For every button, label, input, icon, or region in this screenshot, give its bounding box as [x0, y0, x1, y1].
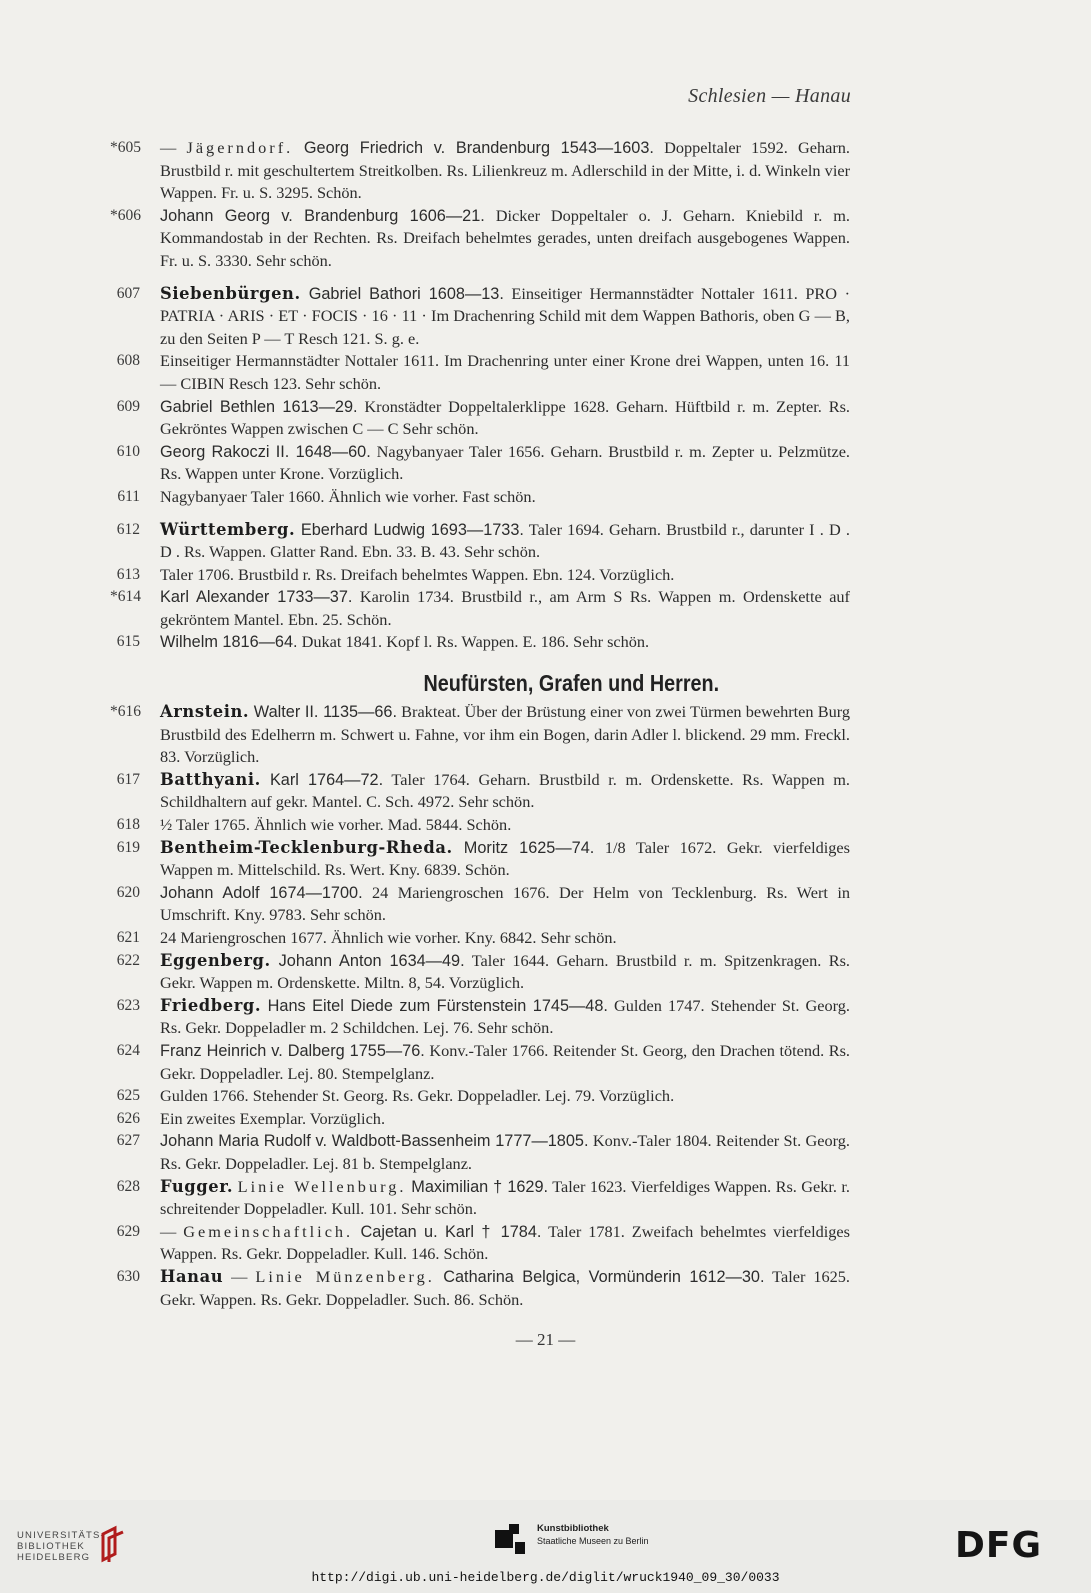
entry-text: 24 Mariengroschen 1676. Der Helm von Tecklenburg. Rs. Wert in Umschrift. Kny. 9783. Sehr schön. — [160, 882, 850, 925]
entry-text: Jägerndorf. — [186, 138, 294, 157]
catalog-entry — [0, 1221, 850, 1266]
ruler-name: Johann Anton 1634—49. — [270, 951, 465, 970]
catalog-entry — [0, 882, 850, 927]
catalog-entry — [0, 486, 850, 509]
entry-text: Einseitiger Hermannstädter Nottaler 1611. Im Drachenring unter einer Krone drei Wappen, unten 16. 11 — CIBIN Resch 123. Sehr schön. — [160, 351, 850, 393]
ruler-name: Hans Eitel Diede zum Fürstenstein 1745—48. — [261, 996, 608, 1015]
lot-number: 625 — [116, 1087, 140, 1105]
entry-text: Taler 1625. Gekr. Wappen. Rs. Gekr. Doppeladler. Such. 86. Schön. — [160, 1266, 850, 1309]
ub-line: BIBLIOTHEK — [17, 1541, 85, 1552]
lot-number: 615 — [116, 633, 140, 651]
place-name: Württemberg. — [160, 519, 296, 539]
entry-text: Karolin 1734. Brustbild r., am Arm S Rs. Wappen m. Ordenskette auf gekröntem Mantel. Ebn. 25. Schön. — [160, 587, 850, 629]
catalog-entry — [0, 950, 850, 995]
section-heading: Neufürsten, Grafen und Herren. — [423, 670, 720, 697]
entry-text: Dukat 1841. Kopf l. Rs. Wappen. E. 186. Sehr schön. — [297, 632, 650, 652]
entry-text: Kronstädter Doppeltalerklippe 1628. Geharn. Hüftbild r. m. Zepter. Rs. Gekröntes Wappen zwischen C — C Sehr schön. — [160, 396, 850, 439]
catalog-entry — [0, 1130, 850, 1175]
entry-group — [0, 283, 1091, 509]
place-name: Fugger. — [160, 1176, 234, 1196]
ruler-name: Georg Friedrich v. Brandenburg 1543—1603. — [293, 139, 654, 157]
catalog-entry — [0, 283, 850, 351]
catalog-entry — [0, 927, 850, 950]
entry-text: 1/8 Taler 1672. Gekr. vierfeldiges Wappen m. Mittelschild. Rs. Wert. Kny. 6839. Schön. — [160, 837, 850, 880]
entry-text: Doppeltaler 1592. Geharn. Brustbild r. mit geschultertem Streitkolben. Rs. Lilienkreuz m. Adlerschild in der Mitte, i. d. Winkeln vier Wappen. Fr. u. S. 3295. Schön. — [160, 138, 850, 203]
ruler-name: Catharina Belgica, Vormünderin 1612—30. — [434, 1267, 765, 1286]
ub-line: UNIVERSITÄTS- — [17, 1530, 105, 1541]
entry-text: Gulden 1766. Stehender St. Georg. Rs. Gekr. Doppeladler. Lej. 79. Vorzüglich. — [160, 1086, 675, 1106]
entry-text: Konv.-Taler 1804. Reitender St. Georg. Rs. Gekr. Doppeladler. Lej. 81 b. Stempelglanz. — [160, 1131, 850, 1173]
lot-number: 621 — [116, 929, 140, 946]
catalog-entry — [0, 441, 850, 486]
ruler-name: Gabriel Bethlen 1613—29. — [160, 397, 358, 416]
catalog-entry — [0, 814, 850, 837]
lot-number: 608 — [116, 352, 140, 370]
catalog-entry — [0, 350, 850, 395]
lot-number: 609 — [116, 397, 140, 415]
dfg-logo: DFG — [955, 1525, 1043, 1566]
lot-number: 630 — [116, 1267, 140, 1285]
catalog-entry — [0, 1266, 850, 1311]
catalog-entry — [0, 995, 850, 1040]
kb-title: Kunstbibliothek — [537, 1523, 609, 1534]
ruler-name: Wilhelm 1816—64. — [160, 633, 298, 652]
kunstbibliothek-logo-icon — [495, 1522, 529, 1556]
lot-number: *606 — [110, 206, 141, 224]
page-body — [0, 137, 1091, 1311]
lot-number: 619 — [116, 838, 140, 856]
entry-text: — — [160, 1221, 184, 1241]
catalog-entry — [0, 586, 850, 631]
ruler-name: Cajetan u. Karl † 1784. — [353, 1222, 542, 1241]
lot-number: 629 — [116, 1222, 140, 1240]
entry-text: Brakteat. Über der Brüstung einer von zwei Türmen bewehrten Burg Brustbild des Edelherrn m. Schwert u. Fahne, vor ihm ein Bogen, darin Adler l. blickend. 29 mm. Freckl. 83. Vorzüglich. — [160, 702, 850, 767]
entry-text: Ein zweites Exemplar. Vorzüglich. — [160, 1108, 386, 1128]
lot-number: 607 — [116, 284, 140, 302]
ruler-name: Walter II. 1135—66. — [249, 703, 397, 722]
lot-number: 613 — [116, 565, 140, 583]
ub-line: HEIDELBERG — [17, 1552, 91, 1563]
entry-text: Taler 1764. Geharn. Brustbild r. m. Ordenskette. Rs. Wappen m. Schildhaltern auf gekr. Mantel. C. Sch. 4972. Sehr schön. — [160, 769, 851, 812]
lot-number: 624 — [116, 1041, 140, 1059]
entry-text: Linie Wellenburg. — [237, 1176, 407, 1196]
entry-group — [0, 701, 1091, 1311]
catalog-entry — [0, 519, 850, 564]
entry-text: Taler 1781. Zweifach behelmtes vierfeldiges Wappen. Rs. Gekr. Doppeladler. Kull. 146. Schön. — [160, 1221, 850, 1264]
entry-text: — — [223, 1266, 256, 1286]
lot-number: *605 — [110, 139, 141, 156]
lot-number: *616 — [110, 703, 141, 721]
kunstbibliothek-label — [537, 1522, 649, 1548]
lot-number: 618 — [116, 816, 140, 834]
catalog-entry — [0, 701, 850, 769]
ub-heidelberg-label — [17, 1530, 105, 1563]
ruler-name: Johann Georg v. Brandenburg 1606—21. — [160, 206, 485, 225]
lot-number: 620 — [116, 883, 140, 901]
catalog-entry — [0, 631, 850, 654]
entry-text: Nagybanyaer Taler 1656. Geharn. Brustbild r. m. Zepter u. Pelzmütze. Rs. Wappen unter Krone. Vorzüglich. — [160, 441, 850, 484]
lot-number: 611 — [117, 487, 140, 505]
catalog-entry — [0, 1040, 850, 1085]
lot-number: 612 — [116, 520, 140, 538]
footer-bar — [0, 1500, 1091, 1593]
entry-text: Gulden 1747. Stehender St. Georg. Rs. Gekr. Doppeladler m. 2 Schildchen. Lej. 76. Sehr schön. — [160, 995, 850, 1038]
lot-number: 610 — [116, 442, 140, 460]
kb-subtitle: Staatliche Museen zu Berlin — [537, 1536, 649, 1546]
page-number: — 21 — — [515, 1330, 576, 1349]
ruler-name: Karl 1764—72. — [260, 770, 384, 789]
catalog-entry — [0, 1085, 850, 1108]
entry-text: Linie Münzenberg. — [255, 1266, 435, 1286]
entry-text: Konv.-Taler 1766. Reitender St. Georg, den Drachen tötend. Rs. Gekr. Doppeladler. Lej. 80. Stempelglanz. — [160, 1040, 850, 1083]
place-name: Siebenbürgen. — [160, 283, 301, 303]
entry-text: Nagybanyaer Taler 1660. Ähnlich wie vorher. Fast schön. — [160, 486, 536, 506]
entry-group — [0, 519, 1091, 655]
lot-number: 626 — [116, 1109, 140, 1127]
place-name: Friedberg. — [160, 995, 262, 1015]
lot-number: 628 — [116, 1177, 140, 1195]
ub-logo-icon — [97, 1524, 129, 1564]
catalog-entry — [0, 564, 850, 587]
lot-number: 617 — [116, 770, 140, 788]
entry-text: Taler 1706. Brustbild r. Rs. Dreifach behelmtes Wappen. Ebn. 124. Vorzüglich. — [160, 564, 675, 584]
running-head: Schlesien — Hanau — [688, 85, 851, 107]
catalog-entry — [0, 396, 850, 441]
entry-text: Taler 1644. Geharn. Brustbild r. m. Spitzenkragen. Rs. Gekr. Wappen m. Ordenskette. Miltn. 8, 54. Vorzüglich. — [160, 950, 850, 993]
lot-number: 627 — [116, 1132, 140, 1150]
ruler-name: Johann Maria Rudolf v. Waldbott-Bassenheim 1777—1805. — [160, 1132, 589, 1151]
ruler-name: Johann Adolf 1674—1700. — [160, 883, 363, 902]
permalink-url[interactable]: http://digi.ub.uni-heidelberg.de/diglit/wruck1940_09_30/0033 — [311, 1570, 780, 1585]
ruler-name: Franz Heinrich v. Dalberg 1755—76. — [160, 1041, 425, 1060]
entry-text: Taler 1623. Vierfeldiges Wappen. Rs. Gekr. r. schreitender Doppeladler. Kull. 101. Sehr schön. — [160, 1176, 850, 1219]
catalog-entry — [0, 205, 850, 273]
place-name: Arnstein. — [160, 702, 250, 722]
entry-text: ½ Taler 1765. Ähnlich wie vorher. Mad. 5844. Schön. — [160, 815, 512, 835]
catalog-entry — [0, 1176, 850, 1221]
place-name: Batthyani. — [160, 769, 261, 789]
entry-text: Dicker Doppeltaler o. J. Geharn. Kniebild r. m. Kommandostab in der Rechten. Rs. Dreifach behelmtes gerades, unten dreifach ausgebogenes Wappen. Fr. u. S. 3330. Sehr schön. — [160, 205, 850, 270]
catalog-entry — [0, 769, 850, 814]
catalog-entry — [0, 837, 850, 882]
ruler-name: Karl Alexander 1733—37. — [160, 588, 353, 607]
ruler-name: Moritz 1625—74. — [452, 838, 595, 857]
lot-number: 623 — [116, 996, 140, 1014]
ruler-name: Georg Rakoczi II. 1648—60. — [160, 442, 371, 461]
entry-text: — — [160, 138, 187, 157]
entry-text: 24 Mariengroschen 1677. Ähnlich wie vorher. Kny. 6842. Sehr schön. — [160, 928, 617, 947]
entry-text: Taler 1694. Geharn. Brustbild r., darunter I . D . D . Rs. Wappen. Glatter Rand. Ebn. 33. B. 43. Sehr schön. — [160, 519, 850, 562]
ruler-name: Gabriel Bathori 1608—13. — [300, 284, 504, 303]
place-name: Bentheim-Tecklenburg-Rheda. — [160, 837, 453, 857]
lot-number: *614 — [110, 588, 141, 606]
ruler-name: Maximilian † 1629. — [406, 1177, 549, 1196]
catalog-entry — [0, 137, 850, 205]
ruler-name: Eberhard Ludwig 1693—1733. — [295, 520, 524, 539]
entry-text: Einseitiger Hermannstädter Nottaler 1611. PRO · PATRIA · ARIS · ET · FOCIS · 16 · 11 · Im Drachenring Schild mit dem Wappen Bathoris, oben G — B, zu den Seiten P — T Resch 121. S. g. e. — [160, 283, 850, 348]
lot-number: 622 — [116, 951, 140, 969]
entry-group — [0, 137, 1091, 273]
entry-text: Gemeinschaftlich. — [183, 1221, 354, 1241]
place-name: Hanau — [160, 1266, 224, 1286]
place-name: Eggenberg. — [160, 950, 271, 970]
catalog-entry — [0, 1108, 850, 1131]
